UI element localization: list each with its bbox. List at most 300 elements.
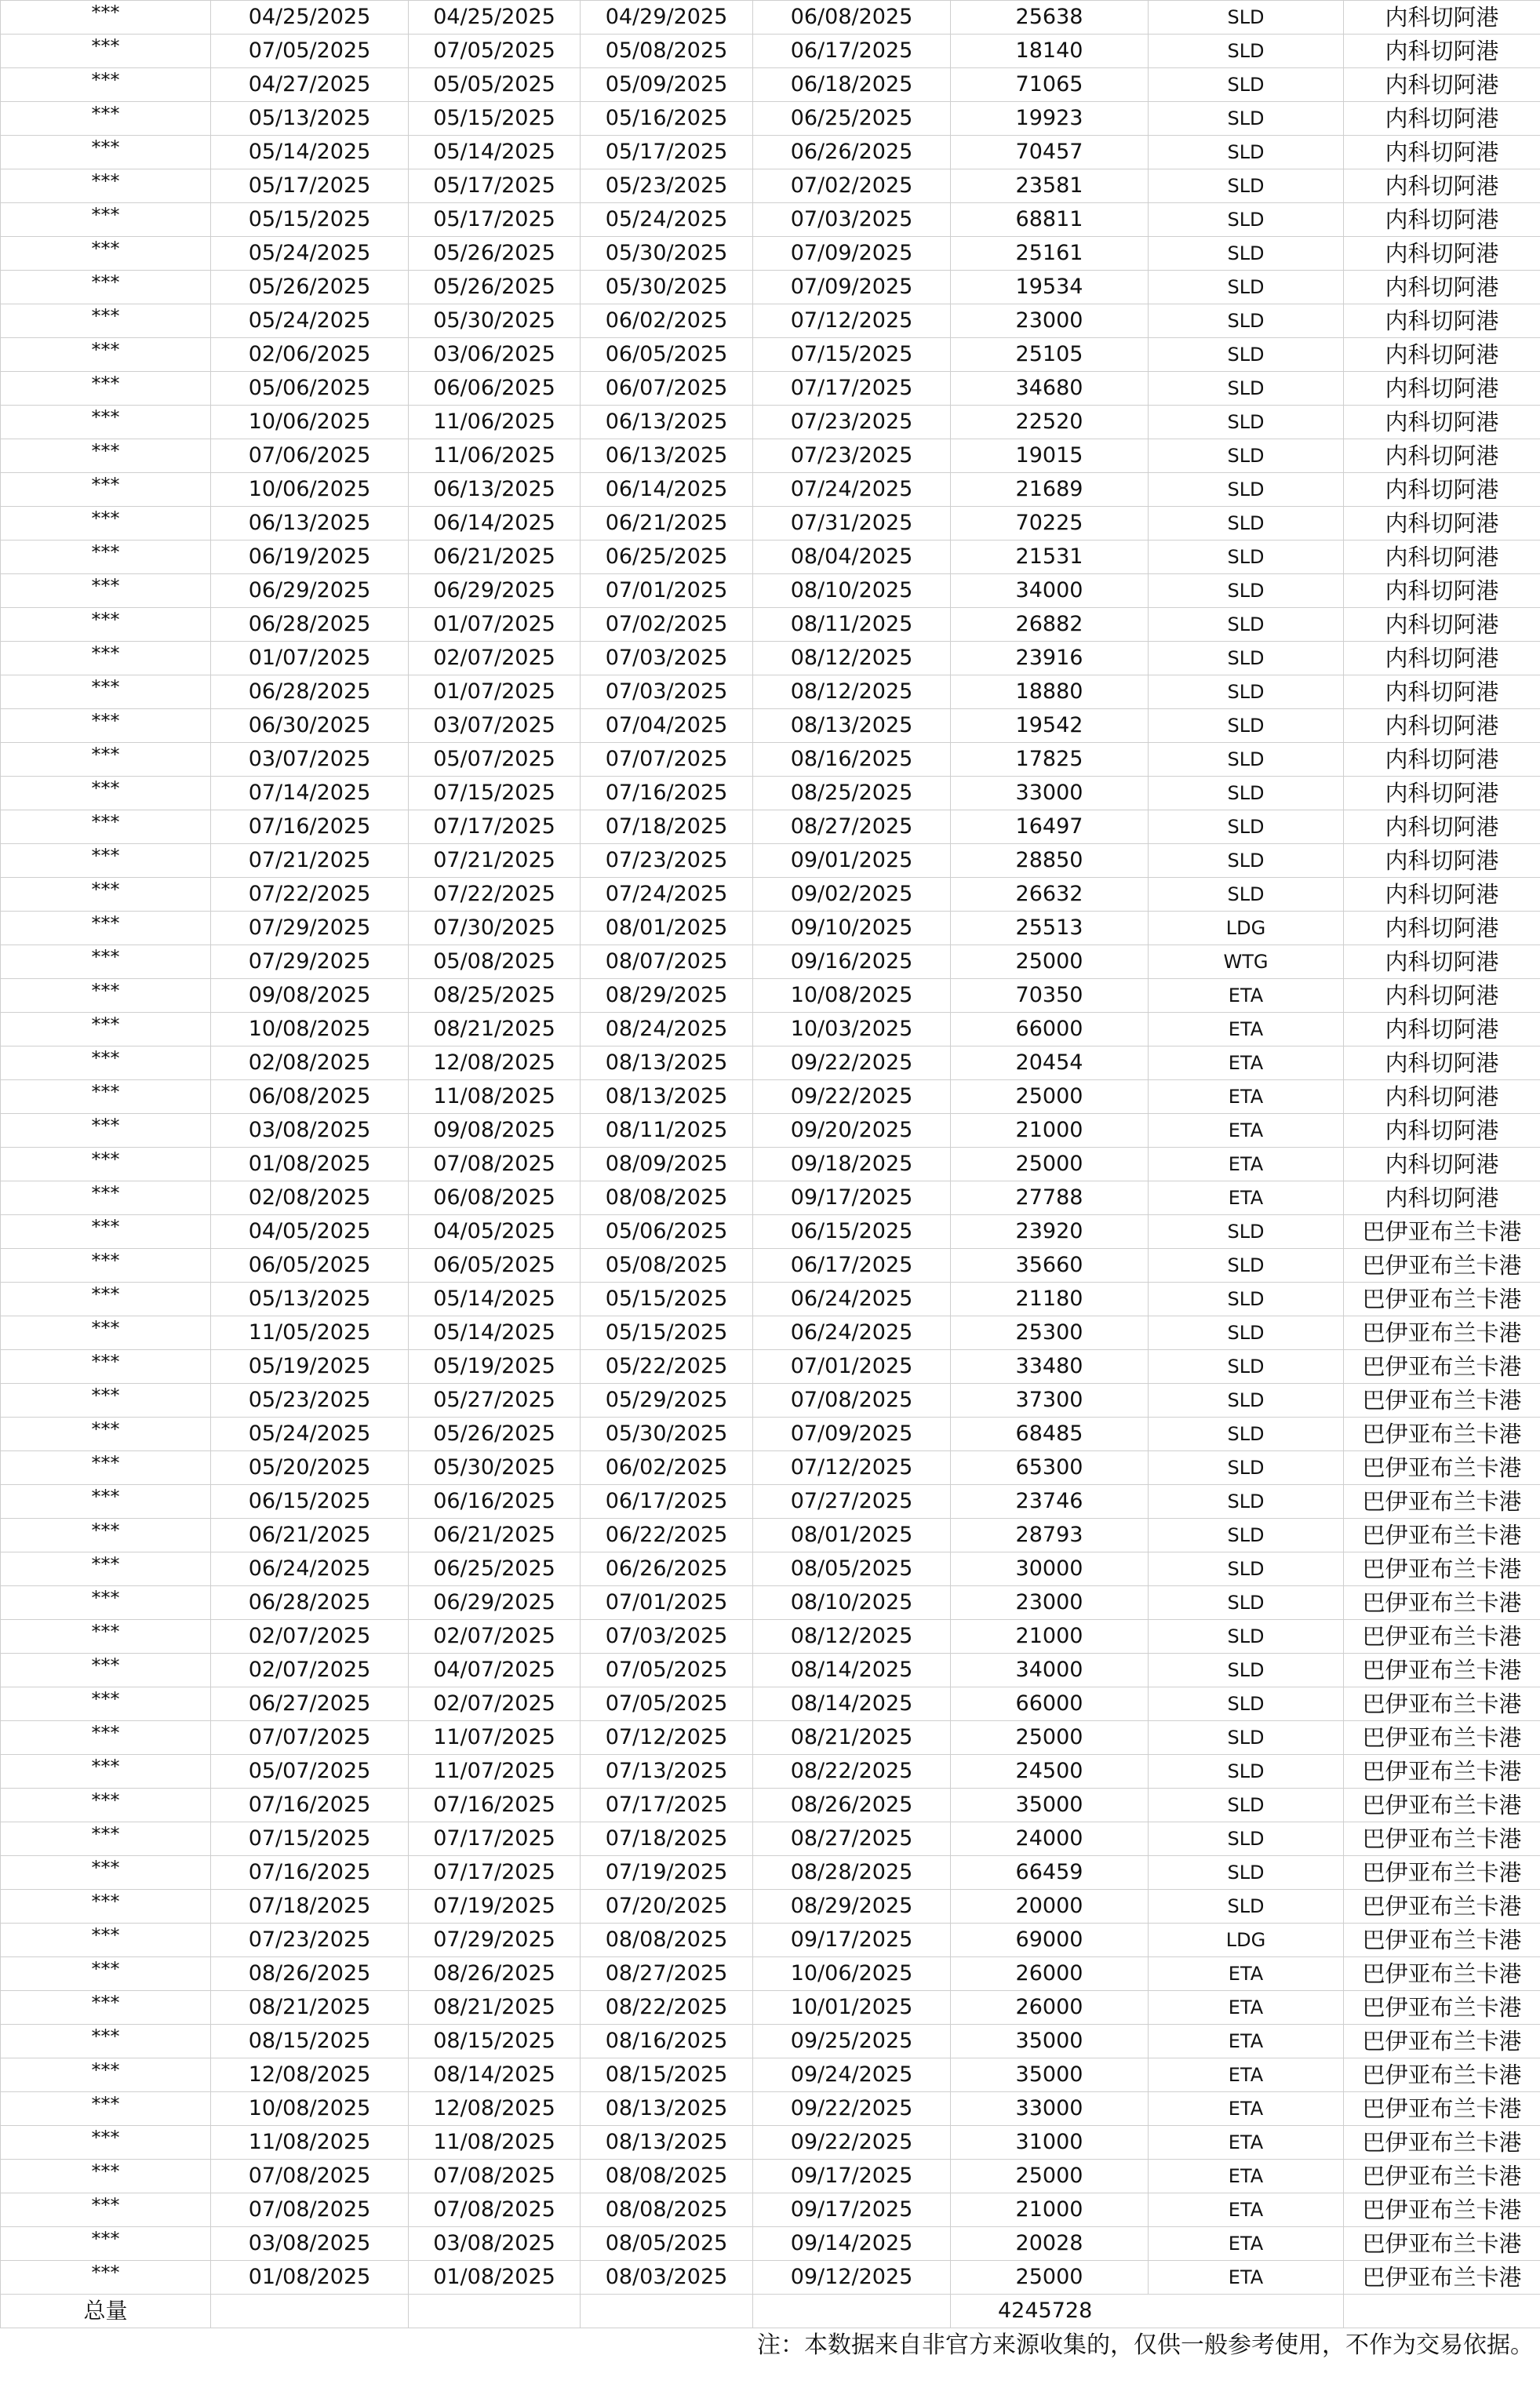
eta-date-cell: 06/26/2025 bbox=[753, 136, 951, 169]
vessel-name-cell: *** bbox=[1, 1620, 211, 1654]
date-2-cell: 03/06/2025 bbox=[409, 338, 581, 372]
vessel-name-cell: *** bbox=[1, 2160, 211, 2193]
date-3-cell: 08/29/2025 bbox=[581, 979, 753, 1013]
date-3-cell: 05/30/2025 bbox=[581, 237, 753, 271]
port-cell: 巴伊亚布兰卡港 bbox=[1344, 1687, 1540, 1721]
vessel-name-cell: *** bbox=[1, 1350, 211, 1384]
status-cell: SLD bbox=[1149, 1316, 1344, 1350]
port-cell: 巴伊亚布兰卡港 bbox=[1344, 2025, 1540, 2058]
quantity-cell: 34000 bbox=[951, 574, 1149, 608]
port-cell: 内科切阿港 bbox=[1344, 237, 1540, 271]
status-cell: ETA bbox=[1149, 1181, 1344, 1215]
quantity-cell: 24500 bbox=[951, 1755, 1149, 1789]
quantity-cell: 20028 bbox=[951, 2227, 1149, 2261]
vessel-name-cell: *** bbox=[1, 1485, 211, 1519]
vessel-name-cell: *** bbox=[1, 35, 211, 68]
eta-date-cell: 08/13/2025 bbox=[753, 709, 951, 743]
date-1-cell: 04/25/2025 bbox=[211, 1, 409, 35]
status-cell: SLD bbox=[1149, 844, 1344, 878]
port-cell: 内科切阿港 bbox=[1344, 304, 1540, 338]
vessel-name-cell: *** bbox=[1, 2126, 211, 2160]
date-2-cell: 05/19/2025 bbox=[409, 1350, 581, 1384]
quantity-cell: 22520 bbox=[951, 406, 1149, 439]
total-empty-cell bbox=[753, 2295, 951, 2328]
status-cell: SLD bbox=[1149, 439, 1344, 473]
eta-date-cell: 07/08/2025 bbox=[753, 1384, 951, 1418]
date-1-cell: 10/08/2025 bbox=[211, 2092, 409, 2126]
status-cell: SLD bbox=[1149, 372, 1344, 406]
quantity-cell: 27788 bbox=[951, 1181, 1149, 1215]
date-1-cell: 02/08/2025 bbox=[211, 1046, 409, 1080]
eta-date-cell: 07/31/2025 bbox=[753, 507, 951, 541]
status-cell: ETA bbox=[1149, 1957, 1344, 1991]
table-row bbox=[1, 271, 1540, 304]
date-2-cell: 05/26/2025 bbox=[409, 1418, 581, 1451]
port-cell: 内科切阿港 bbox=[1344, 68, 1540, 102]
status-cell: ETA bbox=[1149, 1080, 1344, 1114]
eta-date-cell: 08/27/2025 bbox=[753, 1822, 951, 1856]
port-cell: 内科切阿港 bbox=[1344, 1080, 1540, 1114]
status-cell: SLD bbox=[1149, 1822, 1344, 1856]
port-cell: 内科切阿港 bbox=[1344, 844, 1540, 878]
total-value-cell bbox=[951, 2295, 1149, 2328]
date-3-cell: 08/16/2025 bbox=[581, 2025, 753, 2058]
vessel-name-cell: *** bbox=[1, 1890, 211, 1924]
status-cell: SLD bbox=[1149, 541, 1344, 574]
eta-date-cell: 09/01/2025 bbox=[753, 844, 951, 878]
eta-date-cell: 07/23/2025 bbox=[753, 439, 951, 473]
date-1-cell: 07/05/2025 bbox=[211, 35, 409, 68]
date-3-cell: 07/20/2025 bbox=[581, 1890, 753, 1924]
table-row bbox=[1, 2058, 1540, 2092]
table-body bbox=[1, 1, 1540, 2295]
vessel-name-cell: *** bbox=[1, 136, 211, 169]
total-empty-cell bbox=[1344, 2295, 1540, 2328]
quantity-cell: 31000 bbox=[951, 2126, 1149, 2160]
port-cell: 内科切阿港 bbox=[1344, 439, 1540, 473]
date-1-cell: 11/05/2025 bbox=[211, 1316, 409, 1350]
port-cell: 巴伊亚布兰卡港 bbox=[1344, 2261, 1540, 2295]
date-3-cell: 08/08/2025 bbox=[581, 2193, 753, 2227]
date-3-cell: 08/13/2025 bbox=[581, 1046, 753, 1080]
quantity-cell: 70225 bbox=[951, 507, 1149, 541]
quantity-cell: 20454 bbox=[951, 1046, 1149, 1080]
quantity-cell: 35000 bbox=[951, 1789, 1149, 1822]
vessel-name-cell: *** bbox=[1, 1316, 211, 1350]
status-cell: SLD bbox=[1149, 1350, 1344, 1384]
vessel-name-cell: *** bbox=[1, 642, 211, 675]
vessel-name-cell: *** bbox=[1, 844, 211, 878]
status-cell: ETA bbox=[1149, 2058, 1344, 2092]
vessel-name-cell: *** bbox=[1, 1991, 211, 2025]
vessel-name-cell: *** bbox=[1, 1148, 211, 1181]
status-cell: SLD bbox=[1149, 709, 1344, 743]
eta-date-cell: 09/22/2025 bbox=[753, 1046, 951, 1080]
date-2-cell: 01/08/2025 bbox=[409, 2261, 581, 2295]
table-row bbox=[1, 1485, 1540, 1519]
quantity-cell: 34680 bbox=[951, 372, 1149, 406]
table-row bbox=[1, 1046, 1540, 1080]
date-1-cell: 01/08/2025 bbox=[211, 1148, 409, 1181]
eta-date-cell: 07/15/2025 bbox=[753, 338, 951, 372]
date-2-cell: 06/16/2025 bbox=[409, 1485, 581, 1519]
port-cell: 内科切阿港 bbox=[1344, 169, 1540, 203]
date-1-cell: 06/05/2025 bbox=[211, 1249, 409, 1283]
vessel-name-cell: *** bbox=[1, 1586, 211, 1620]
date-3-cell: 06/17/2025 bbox=[581, 1485, 753, 1519]
port-cell: 内科切阿港 bbox=[1344, 878, 1540, 912]
table-row bbox=[1, 2025, 1540, 2058]
port-cell: 巴伊亚布兰卡港 bbox=[1344, 2160, 1540, 2193]
date-1-cell: 03/07/2025 bbox=[211, 743, 409, 777]
table-row bbox=[1, 912, 1540, 945]
date-3-cell: 08/24/2025 bbox=[581, 1013, 753, 1046]
status-cell: SLD bbox=[1149, 169, 1344, 203]
eta-date-cell: 08/14/2025 bbox=[753, 1687, 951, 1721]
status-cell: ETA bbox=[1149, 2092, 1344, 2126]
date-2-cell: 06/14/2025 bbox=[409, 507, 581, 541]
date-2-cell: 06/08/2025 bbox=[409, 1181, 581, 1215]
port-cell: 内科切阿港 bbox=[1344, 406, 1540, 439]
quantity-cell: 33480 bbox=[951, 1350, 1149, 1384]
port-cell: 内科切阿港 bbox=[1344, 541, 1540, 574]
date-1-cell: 07/23/2025 bbox=[211, 1924, 409, 1957]
port-cell: 巴伊亚布兰卡港 bbox=[1344, 1316, 1540, 1350]
eta-date-cell: 07/12/2025 bbox=[753, 1451, 951, 1485]
date-3-cell: 07/19/2025 bbox=[581, 1856, 753, 1890]
status-cell: ETA bbox=[1149, 2160, 1344, 2193]
date-3-cell: 05/08/2025 bbox=[581, 35, 753, 68]
date-2-cell: 03/07/2025 bbox=[409, 709, 581, 743]
vessel-name-cell: *** bbox=[1, 2227, 211, 2261]
port-cell: 内科切阿港 bbox=[1344, 743, 1540, 777]
date-3-cell: 08/08/2025 bbox=[581, 1181, 753, 1215]
date-3-cell: 07/05/2025 bbox=[581, 1654, 753, 1687]
status-cell: SLD bbox=[1149, 203, 1344, 237]
date-3-cell: 08/22/2025 bbox=[581, 1991, 753, 2025]
date-2-cell: 08/15/2025 bbox=[409, 2025, 581, 2058]
status-cell: SLD bbox=[1149, 642, 1344, 675]
table-row bbox=[1, 2160, 1540, 2193]
date-2-cell: 07/16/2025 bbox=[409, 1789, 581, 1822]
table-row bbox=[1, 1080, 1540, 1114]
table-row bbox=[1, 2092, 1540, 2126]
table-row bbox=[1, 743, 1540, 777]
total-empty-cell bbox=[581, 2295, 753, 2328]
quantity-cell: 25000 bbox=[951, 2160, 1149, 2193]
table-row bbox=[1, 2126, 1540, 2160]
eta-date-cell: 09/24/2025 bbox=[753, 2058, 951, 2092]
status-cell: SLD bbox=[1149, 1485, 1344, 1519]
quantity-cell: 70457 bbox=[951, 136, 1149, 169]
table-row bbox=[1, 810, 1540, 844]
vessel-name-cell: *** bbox=[1, 1215, 211, 1249]
quantity-cell: 66000 bbox=[951, 1013, 1149, 1046]
port-cell: 内科切阿港 bbox=[1344, 608, 1540, 642]
date-1-cell: 07/22/2025 bbox=[211, 878, 409, 912]
status-cell: SLD bbox=[1149, 1620, 1344, 1654]
date-2-cell: 05/30/2025 bbox=[409, 1451, 581, 1485]
port-cell: 巴伊亚布兰卡港 bbox=[1344, 1991, 1540, 2025]
eta-date-cell: 06/17/2025 bbox=[753, 35, 951, 68]
port-cell: 巴伊亚布兰卡港 bbox=[1344, 1620, 1540, 1654]
date-2-cell: 06/21/2025 bbox=[409, 1519, 581, 1552]
date-2-cell: 08/21/2025 bbox=[409, 1013, 581, 1046]
quantity-cell: 25000 bbox=[951, 2261, 1149, 2295]
port-cell: 巴伊亚布兰卡港 bbox=[1344, 2227, 1540, 2261]
date-2-cell: 06/13/2025 bbox=[409, 473, 581, 507]
table-row bbox=[1, 136, 1540, 169]
status-cell: SLD bbox=[1149, 1552, 1344, 1586]
quantity-cell: 20000 bbox=[951, 1890, 1149, 1924]
table-row bbox=[1, 1721, 1540, 1755]
date-2-cell: 06/29/2025 bbox=[409, 574, 581, 608]
port-cell: 内科切阿港 bbox=[1344, 372, 1540, 406]
date-3-cell: 06/22/2025 bbox=[581, 1519, 753, 1552]
date-2-cell: 02/07/2025 bbox=[409, 642, 581, 675]
date-1-cell: 06/24/2025 bbox=[211, 1552, 409, 1586]
port-cell: 内科切阿港 bbox=[1344, 912, 1540, 945]
port-cell: 内科切阿港 bbox=[1344, 1114, 1540, 1148]
table-row bbox=[1, 237, 1540, 271]
date-2-cell: 04/05/2025 bbox=[409, 1215, 581, 1249]
table-row bbox=[1, 338, 1540, 372]
date-2-cell: 12/08/2025 bbox=[409, 1046, 581, 1080]
date-3-cell: 08/05/2025 bbox=[581, 2227, 753, 2261]
date-3-cell: 08/09/2025 bbox=[581, 1148, 753, 1181]
table-row bbox=[1, 1654, 1540, 1687]
vessel-name-cell: *** bbox=[1, 203, 211, 237]
table-row bbox=[1, 68, 1540, 102]
eta-date-cell: 07/09/2025 bbox=[753, 271, 951, 304]
table-row bbox=[1, 1991, 1540, 2025]
quantity-cell: 18140 bbox=[951, 35, 1149, 68]
vessel-name-cell: *** bbox=[1, 1654, 211, 1687]
status-cell: SLD bbox=[1149, 68, 1344, 102]
port-cell: 巴伊亚布兰卡港 bbox=[1344, 2092, 1540, 2126]
eta-date-cell: 07/12/2025 bbox=[753, 304, 951, 338]
quantity-cell: 24000 bbox=[951, 1822, 1149, 1856]
status-cell: SLD bbox=[1149, 608, 1344, 642]
eta-date-cell: 09/22/2025 bbox=[753, 2126, 951, 2160]
port-cell: 巴伊亚布兰卡港 bbox=[1344, 2193, 1540, 2227]
date-1-cell: 02/08/2025 bbox=[211, 1181, 409, 1215]
port-cell: 内科切阿港 bbox=[1344, 338, 1540, 372]
vessel-name-cell: *** bbox=[1, 608, 211, 642]
quantity-cell: 28793 bbox=[951, 1519, 1149, 1552]
status-cell: ETA bbox=[1149, 979, 1344, 1013]
port-cell: 巴伊亚布兰卡港 bbox=[1344, 1215, 1540, 1249]
vessel-name-cell: *** bbox=[1, 406, 211, 439]
vessel-name-cell: *** bbox=[1, 1755, 211, 1789]
status-cell: ETA bbox=[1149, 2261, 1344, 2295]
total-value: 4245728 bbox=[998, 2299, 1093, 2323]
eta-date-cell: 08/21/2025 bbox=[753, 1721, 951, 1755]
quantity-cell: 26000 bbox=[951, 1991, 1149, 2025]
vessel-name-cell: *** bbox=[1, 1957, 211, 1991]
quantity-cell: 25638 bbox=[951, 1, 1149, 35]
date-1-cell: 06/28/2025 bbox=[211, 1586, 409, 1620]
eta-date-cell: 06/17/2025 bbox=[753, 1249, 951, 1283]
eta-date-cell: 08/14/2025 bbox=[753, 1654, 951, 1687]
date-1-cell: 12/08/2025 bbox=[211, 2058, 409, 2092]
date-3-cell: 07/03/2025 bbox=[581, 642, 753, 675]
quantity-cell: 25000 bbox=[951, 1148, 1149, 1181]
quantity-cell: 33000 bbox=[951, 777, 1149, 810]
quantity-cell: 21689 bbox=[951, 473, 1149, 507]
status-cell: SLD bbox=[1149, 1687, 1344, 1721]
table-row bbox=[1, 1249, 1540, 1283]
eta-date-cell: 06/18/2025 bbox=[753, 68, 951, 102]
quantity-cell: 35000 bbox=[951, 2025, 1149, 2058]
eta-date-cell: 09/17/2025 bbox=[753, 1924, 951, 1957]
quantity-cell: 17825 bbox=[951, 743, 1149, 777]
date-3-cell: 05/29/2025 bbox=[581, 1384, 753, 1418]
table-row bbox=[1, 1114, 1540, 1148]
eta-date-cell: 09/17/2025 bbox=[753, 2160, 951, 2193]
port-cell: 内科切阿港 bbox=[1344, 709, 1540, 743]
eta-date-cell: 07/17/2025 bbox=[753, 372, 951, 406]
status-cell: SLD bbox=[1149, 1283, 1344, 1316]
date-2-cell: 05/17/2025 bbox=[409, 203, 581, 237]
date-3-cell: 06/02/2025 bbox=[581, 304, 753, 338]
table-row bbox=[1, 541, 1540, 574]
eta-date-cell: 09/22/2025 bbox=[753, 1080, 951, 1114]
date-2-cell: 05/26/2025 bbox=[409, 271, 581, 304]
date-1-cell: 09/08/2025 bbox=[211, 979, 409, 1013]
vessel-name-cell: *** bbox=[1, 1283, 211, 1316]
date-3-cell: 06/21/2025 bbox=[581, 507, 753, 541]
port-cell: 巴伊亚布兰卡港 bbox=[1344, 1856, 1540, 1890]
table-row bbox=[1, 1148, 1540, 1181]
status-cell: ETA bbox=[1149, 1991, 1344, 2025]
date-1-cell: 01/07/2025 bbox=[211, 642, 409, 675]
date-3-cell: 07/18/2025 bbox=[581, 1822, 753, 1856]
eta-date-cell: 09/12/2025 bbox=[753, 2261, 951, 2295]
eta-date-cell: 08/01/2025 bbox=[753, 1519, 951, 1552]
eta-date-cell: 07/27/2025 bbox=[753, 1485, 951, 1519]
status-cell: SLD bbox=[1149, 473, 1344, 507]
vessel-name-cell: *** bbox=[1, 1856, 211, 1890]
date-3-cell: 07/03/2025 bbox=[581, 675, 753, 709]
date-1-cell: 07/06/2025 bbox=[211, 439, 409, 473]
quantity-cell: 23746 bbox=[951, 1485, 1149, 1519]
date-2-cell: 04/07/2025 bbox=[409, 1654, 581, 1687]
port-cell: 巴伊亚布兰卡港 bbox=[1344, 1654, 1540, 1687]
date-2-cell: 11/08/2025 bbox=[409, 2126, 581, 2160]
date-3-cell: 07/04/2025 bbox=[581, 709, 753, 743]
vessel-name-cell: *** bbox=[1, 709, 211, 743]
table-row bbox=[1, 1755, 1540, 1789]
vessel-name-cell: *** bbox=[1, 810, 211, 844]
port-cell: 巴伊亚布兰卡港 bbox=[1344, 1890, 1540, 1924]
port-cell: 巴伊亚布兰卡港 bbox=[1344, 1519, 1540, 1552]
date-3-cell: 04/29/2025 bbox=[581, 1, 753, 35]
table-row bbox=[1, 675, 1540, 709]
quantity-cell: 26632 bbox=[951, 878, 1149, 912]
date-2-cell: 07/30/2025 bbox=[409, 912, 581, 945]
status-cell: ETA bbox=[1149, 1114, 1344, 1148]
status-cell: SLD bbox=[1149, 1890, 1344, 1924]
date-1-cell: 08/15/2025 bbox=[211, 2025, 409, 2058]
date-2-cell: 07/29/2025 bbox=[409, 1924, 581, 1957]
date-1-cell: 04/27/2025 bbox=[211, 68, 409, 102]
date-3-cell: 05/15/2025 bbox=[581, 1316, 753, 1350]
port-cell: 巴伊亚布兰卡港 bbox=[1344, 1350, 1540, 1384]
status-cell: LDG bbox=[1149, 1924, 1344, 1957]
status-cell: SLD bbox=[1149, 1789, 1344, 1822]
date-1-cell: 07/29/2025 bbox=[211, 912, 409, 945]
vessel-name-cell: *** bbox=[1, 473, 211, 507]
date-2-cell: 05/14/2025 bbox=[409, 1283, 581, 1316]
quantity-cell: 65300 bbox=[951, 1451, 1149, 1485]
vessel-name-cell: *** bbox=[1, 574, 211, 608]
eta-date-cell: 08/29/2025 bbox=[753, 1890, 951, 1924]
date-3-cell: 07/01/2025 bbox=[581, 1586, 753, 1620]
date-1-cell: 06/28/2025 bbox=[211, 608, 409, 642]
vessel-name-cell: *** bbox=[1, 68, 211, 102]
port-cell: 巴伊亚布兰卡港 bbox=[1344, 1418, 1540, 1451]
eta-date-cell: 07/23/2025 bbox=[753, 406, 951, 439]
vessel-name-cell: *** bbox=[1, 743, 211, 777]
date-2-cell: 07/08/2025 bbox=[409, 1148, 581, 1181]
table-row bbox=[1, 1283, 1540, 1316]
date-3-cell: 07/13/2025 bbox=[581, 1755, 753, 1789]
date-2-cell: 03/08/2025 bbox=[409, 2227, 581, 2261]
table-row bbox=[1, 1552, 1540, 1586]
table-row bbox=[1, 1519, 1540, 1552]
date-3-cell: 05/09/2025 bbox=[581, 68, 753, 102]
eta-date-cell: 08/16/2025 bbox=[753, 743, 951, 777]
status-cell: WTG bbox=[1149, 945, 1344, 979]
eta-date-cell: 07/01/2025 bbox=[753, 1350, 951, 1384]
date-2-cell: 05/07/2025 bbox=[409, 743, 581, 777]
status-cell: SLD bbox=[1149, 507, 1344, 541]
quantity-cell: 23000 bbox=[951, 304, 1149, 338]
quantity-cell: 66000 bbox=[951, 1687, 1149, 1721]
date-1-cell: 05/07/2025 bbox=[211, 1755, 409, 1789]
quantity-cell: 21180 bbox=[951, 1283, 1149, 1316]
table-row bbox=[1, 1, 1540, 35]
date-2-cell: 09/08/2025 bbox=[409, 1114, 581, 1148]
date-1-cell: 11/08/2025 bbox=[211, 2126, 409, 2160]
status-cell: ETA bbox=[1149, 2227, 1344, 2261]
status-cell: ETA bbox=[1149, 2025, 1344, 2058]
date-2-cell: 02/07/2025 bbox=[409, 1687, 581, 1721]
date-3-cell: 06/14/2025 bbox=[581, 473, 753, 507]
quantity-cell: 66459 bbox=[951, 1856, 1149, 1890]
status-cell: SLD bbox=[1149, 1856, 1344, 1890]
date-3-cell: 08/13/2025 bbox=[581, 2092, 753, 2126]
status-cell: SLD bbox=[1149, 406, 1344, 439]
table-row bbox=[1, 1215, 1540, 1249]
eta-date-cell: 09/25/2025 bbox=[753, 2025, 951, 2058]
port-cell: 巴伊亚布兰卡港 bbox=[1344, 1249, 1540, 1283]
table-row bbox=[1, 1350, 1540, 1384]
port-cell: 巴伊亚布兰卡港 bbox=[1344, 1721, 1540, 1755]
port-cell: 内科切阿港 bbox=[1344, 473, 1540, 507]
port-cell: 内科切阿港 bbox=[1344, 203, 1540, 237]
date-2-cell: 11/06/2025 bbox=[409, 406, 581, 439]
table-row bbox=[1, 1687, 1540, 1721]
date-2-cell: 01/07/2025 bbox=[409, 675, 581, 709]
eta-date-cell: 10/06/2025 bbox=[753, 1957, 951, 1991]
table-row bbox=[1, 1620, 1540, 1654]
eta-date-cell: 09/02/2025 bbox=[753, 878, 951, 912]
date-3-cell: 08/03/2025 bbox=[581, 2261, 753, 2295]
date-3-cell: 08/27/2025 bbox=[581, 1957, 753, 1991]
vessel-name-cell: *** bbox=[1, 1, 211, 35]
